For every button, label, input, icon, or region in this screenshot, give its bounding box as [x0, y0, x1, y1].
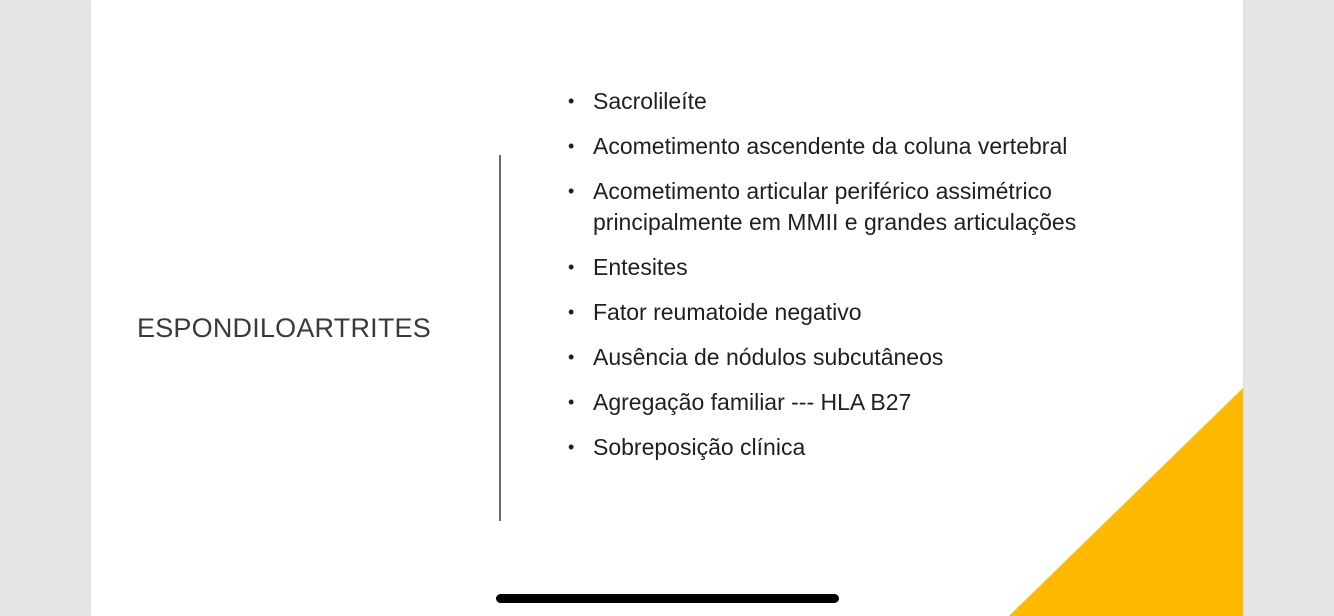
list-item — [565, 252, 1085, 283]
list-item — [565, 131, 1085, 162]
bullet-dot: • — [568, 302, 575, 322]
bullet-dot: • — [568, 181, 575, 201]
list-item — [565, 387, 1085, 418]
bullet-dot: • — [568, 136, 575, 156]
bullet-text: Sobreposição clínica — [593, 434, 806, 460]
bullet-dot: • — [568, 347, 575, 367]
bullet-dot: • — [568, 91, 575, 111]
bullet-text: Acometimento ascendente da coluna vertebral — [593, 133, 1068, 159]
bullet-text: Agregação familiar --- HLA B27 — [593, 389, 912, 415]
bullet-list — [565, 86, 1085, 477]
list-item — [565, 432, 1085, 463]
list-item — [565, 86, 1085, 117]
bullet-text: Ausência de nódulos subcutâneos — [593, 344, 944, 370]
home-indicator-bar[interactable] — [496, 594, 839, 603]
bullet-text: Entesites — [593, 254, 688, 280]
bullet-dot: • — [568, 257, 575, 277]
bullet-dot: • — [568, 392, 575, 412]
bullet-text: Fator reumatoide negativo — [593, 299, 862, 325]
list-item — [565, 297, 1085, 328]
list-item — [565, 176, 1085, 238]
bullet-text: Acometimento articular periférico assimétrico principalmente em MMII e grandes articulações — [593, 178, 1077, 235]
list-item — [565, 342, 1085, 373]
bullet-text: Sacrolileíte — [593, 88, 707, 114]
slide — [91, 0, 1243, 616]
slide-title: ESPONDILOARTRITES — [137, 313, 431, 343]
vertical-divider — [499, 155, 501, 521]
bullet-dot: • — [568, 437, 575, 457]
